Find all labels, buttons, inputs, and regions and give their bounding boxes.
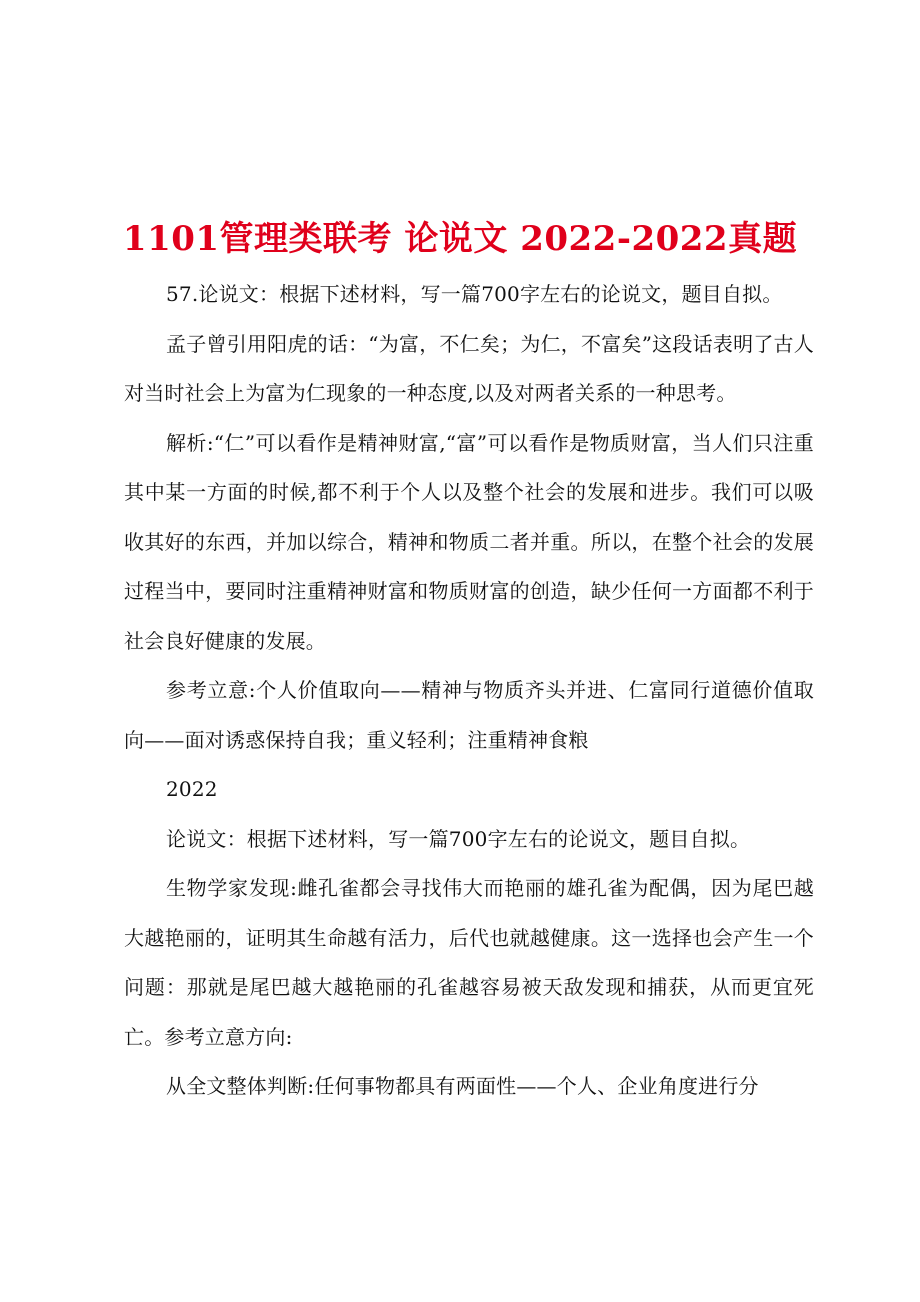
year-heading: 2022 <box>166 777 218 801</box>
analysis-paragraph: 解析:“仁”可以看作是精神财富,“富”可以看作是物质财富，当人们只注重其中某一方面的时候,都不利于个人以及整个社会的发展和进步。我们可以吸收其好的东西，并加以综合，精神和物质二者并重。所以，在整个社会的发展过程当中，要同时注重精神财富和物质财富的创造，缺少任何一方面都不利于社会良好健康的发展。 <box>124 430 814 653</box>
material-paragraph: 孟子曾引用阳虎的话：“为富，不仁矣；为仁，不富矣”这段话表明了古人对当时社会上为富为仁现象的一种态度,以及对两者关系的一种思考。 <box>124 331 814 405</box>
second-material-paragraph: 生物学家发现:雌孔雀都会寻找伟大而艳丽的雄孔雀为配偶，因为尾巴越大越艳丽的，证明其生命越有活力，后代也就越健康。这一选择也会产生一个问题：那就是尾巴越大越艳丽的孔雀越容易被天敌发现和捕获，从而更宜死亡。参考立意方向: <box>124 876 814 1049</box>
question-prompt-paragraph: 57.论说文：根据下述材料，写一篇700字左右的论说文，题目自拟。 <box>166 282 783 306</box>
overall-judgment-paragraph: 从全文整体判断:任何事物都具有两面性——个人、企业角度进行分 <box>166 1074 759 1098</box>
document-body <box>124 270 814 1112</box>
document-title: 1101管理类联考 论说文 2022-2022真题 <box>122 218 798 259</box>
second-question-prompt-paragraph: 论说文：根据下述材料，写一篇700字左右的论说文，题目自拟。 <box>166 826 751 851</box>
reference-thesis-paragraph: 参考立意:个人价值取向——精神与物质齐头并进、仁富同行道德价值取向——面对诱惑保持自我；重义轻利；注重精神食粮 <box>124 678 814 752</box>
